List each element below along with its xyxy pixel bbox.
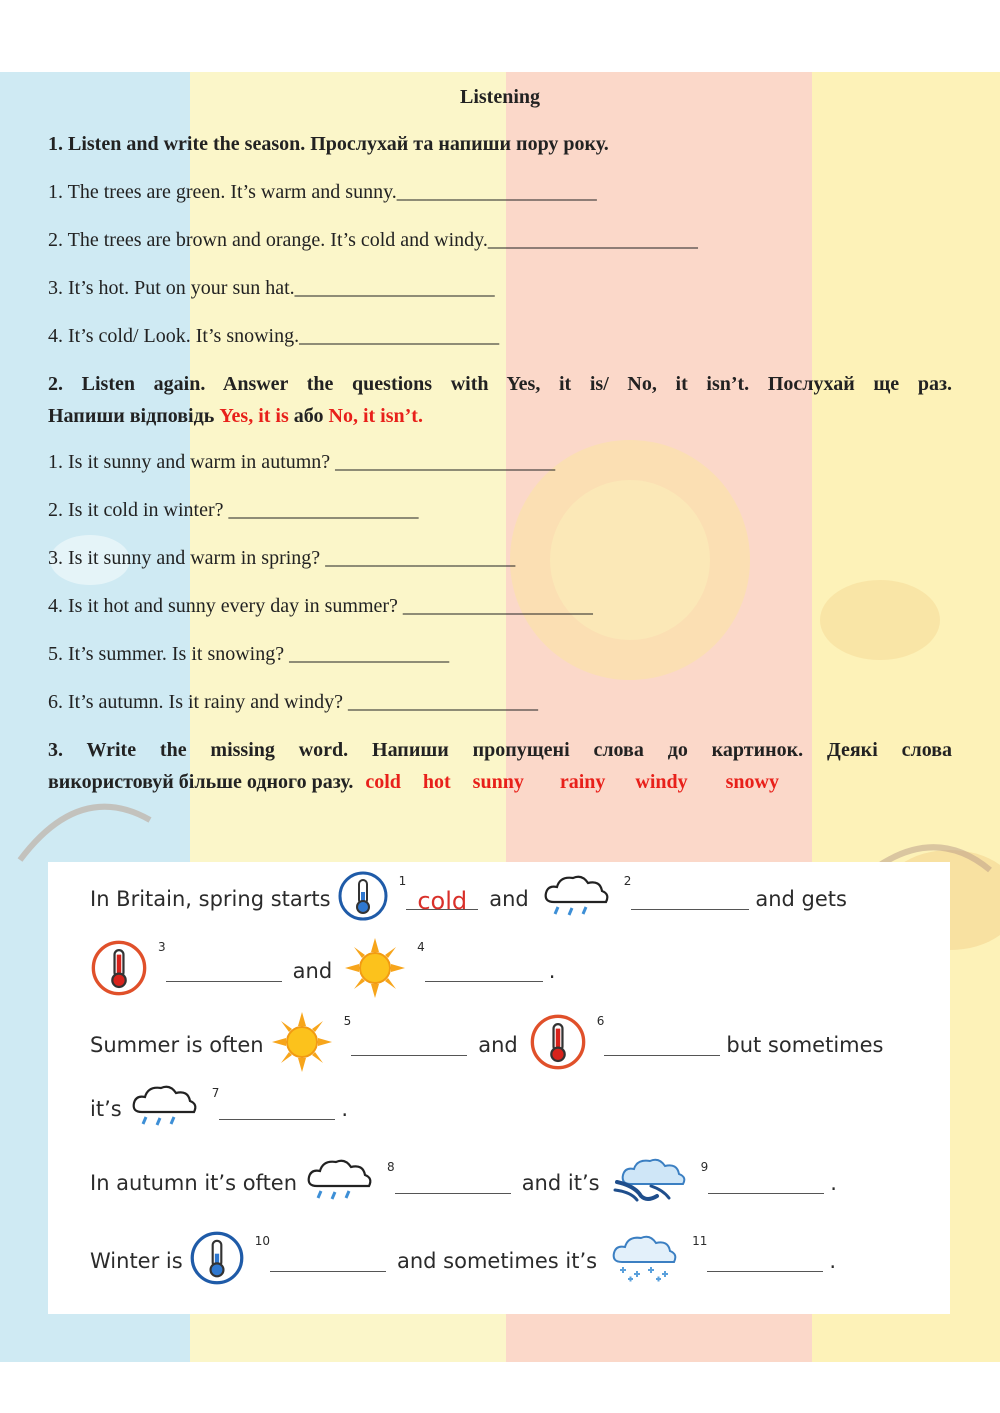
exercise-text: Summer is often (90, 1032, 264, 1057)
blank-4[interactable] (425, 959, 543, 982)
exercise-text: but sometimes (726, 1032, 884, 1057)
sun-icon (343, 936, 407, 1005)
word-bank-hot: hot (422, 771, 451, 793)
page-title: Listening (459, 86, 541, 108)
rain-cloud-icon (540, 872, 614, 925)
blank-number-7: 7 (211, 1086, 220, 1100)
blank-number-6: 6 (596, 1014, 605, 1028)
word-bank-snowy: snowy (725, 771, 779, 793)
section2-heading-line1: 2. Listen again. Answer the questions with Yes, it is/ No, it isn’t. Послухай ще раз. (48, 373, 952, 395)
section1-item-4: 4. It’s cold/ Look. It’s snowing.____________________ (48, 325, 500, 347)
section2-heading (48, 368, 952, 432)
rain-cloud-icon (128, 1082, 202, 1135)
exercise-row-2: 3 and 4 . (90, 936, 555, 1005)
section2-item-5: 5. It’s summer. Is it snowing? ________________ (48, 643, 450, 665)
wind-cloud-icon (611, 1156, 691, 1209)
exercise-text: and gets (755, 886, 847, 911)
word-bank-rainy: rainy (559, 771, 606, 793)
word-bank-cold: cold (365, 771, 401, 793)
exercise-row-3 (90, 1010, 883, 1079)
section2-heading-line2: Напиши відповідь Yes, it is або No, it isn’t. (48, 405, 423, 427)
exercise-text: In Britain, spring starts (90, 886, 331, 911)
blank-number-5: 5 (343, 1014, 352, 1028)
exercise-text: Winter is (90, 1248, 183, 1273)
exercise-text: and (489, 886, 529, 911)
exercise-text: and (478, 1032, 518, 1057)
blank-number-11: 11 (692, 1234, 708, 1248)
blank-number-2: 2 (623, 874, 632, 888)
blank-6[interactable] (604, 1033, 720, 1056)
exercise-text: and sometimes it’s (396, 1248, 598, 1273)
blank-number-10: 10 (254, 1234, 270, 1248)
section2-item-1: 1. Is it sunny and warm in autumn? ______________________ (48, 451, 556, 473)
word-bank-windy: windy (635, 771, 688, 793)
section1-item-1: 1. The trees are green. It’s warm and sunny.____________________ (48, 181, 597, 203)
blank-9[interactable] (708, 1171, 824, 1194)
hot-thermometer-icon (529, 1013, 587, 1076)
blank-number-8: 8 (387, 1160, 395, 1174)
answer-yes-label: Yes, it is (219, 405, 289, 427)
weather-exercise-box (48, 862, 950, 1314)
section1-heading: 1. Listen and write the season. Прослухай та напиши пору року. (48, 133, 609, 155)
blank-number-3: 3 (158, 940, 166, 954)
blank-number-4: 4 (417, 940, 425, 954)
blank-number-9: 9 (700, 1160, 709, 1174)
blank-11[interactable] (707, 1249, 823, 1272)
section1-item-2: 2. The trees are brown and orange. It’s cold and windy._____________________ (48, 229, 698, 251)
section2-item-3: 3. Is it sunny and warm in spring? ___________________ (48, 547, 516, 569)
exercise-text: it’s (90, 1096, 122, 1121)
blank-3[interactable] (166, 959, 282, 982)
exercise-row-4: it’s 7 . (90, 1082, 348, 1135)
blank-1[interactable] (406, 887, 478, 915)
section3-heading-line2: використовуй більше одного разу. (48, 771, 354, 793)
blank-7[interactable] (219, 1097, 335, 1120)
section3-heading (48, 734, 952, 798)
rain-cloud-icon (303, 1156, 377, 1209)
section2-item-4: 4. Is it hot and sunny every day in summer? ___________________ (48, 595, 593, 617)
blank-8[interactable] (395, 1171, 511, 1194)
exercise-row-6: Winter is 10 and sometimes it’s 11 . (90, 1230, 836, 1291)
section1-item-3: 3. It’s hot. Put on your sun hat.____________________ (48, 277, 495, 299)
exercise-text: In autumn it’s often (90, 1170, 298, 1195)
blank-2[interactable] (631, 887, 749, 910)
hot-thermometer-icon (90, 939, 148, 1002)
blank-5[interactable] (351, 1033, 467, 1056)
section2-item-6: 6. It’s autumn. Is it rainy and windy? ___________________ (48, 691, 538, 713)
exercise-text: and (292, 958, 333, 983)
snow-cloud-icon (608, 1232, 682, 1289)
exercise-row-5: In autumn it’s often 8 and it’s 9 . (90, 1156, 837, 1209)
section3-heading-line1: 3. Write the missing word. Напиши пропущені слова до картинок. Деякі слова (48, 739, 952, 761)
exercise-row-1 (90, 870, 847, 927)
answer-no-label: No, it isn’t. (328, 405, 423, 427)
cold-thermometer-icon (337, 870, 389, 927)
blank-10[interactable] (270, 1249, 386, 1272)
blank-number-1: 1 (398, 874, 407, 888)
answer-1: cold (417, 887, 468, 915)
word-bank-sunny: sunny (472, 771, 524, 793)
cold-thermometer-icon (189, 1230, 245, 1291)
exercise-text: and it’s (521, 1170, 600, 1195)
section2-item-2: 2. Is it cold in winter? ___________________ (48, 499, 419, 521)
sun-icon (270, 1010, 334, 1079)
